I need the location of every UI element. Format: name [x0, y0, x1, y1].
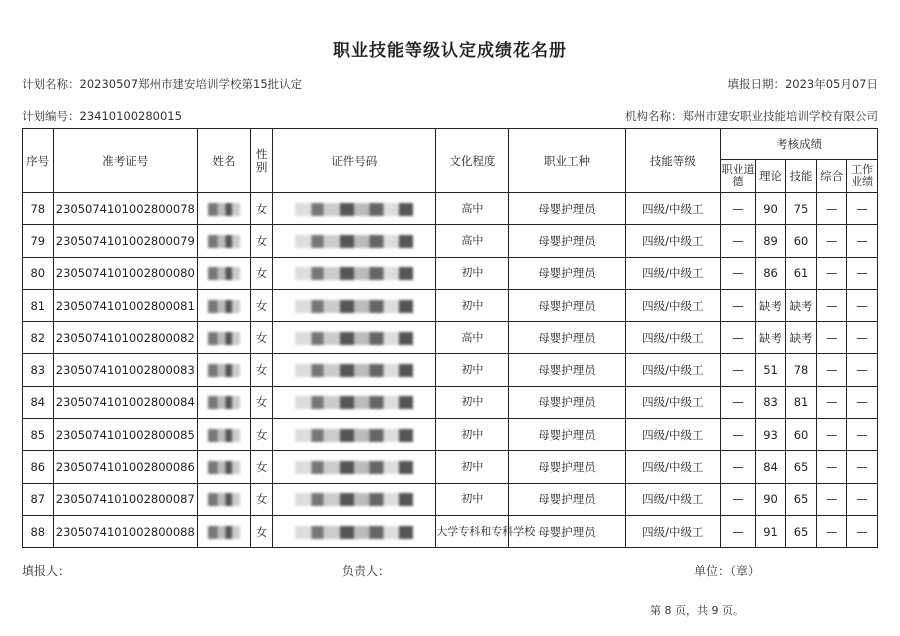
- cell-ethics: —: [721, 386, 756, 418]
- cell-ethics: —: [721, 322, 756, 354]
- cell-ticket-number: 2305074101002800078: [53, 193, 198, 225]
- cell-ethics: —: [721, 257, 756, 289]
- table-row: [23, 193, 878, 225]
- cell-theory: 51: [755, 354, 786, 386]
- cell-occupation: 母婴护理员: [509, 322, 625, 354]
- cell-theory: 84: [755, 451, 786, 483]
- cell-comprehensive: —: [816, 322, 847, 354]
- table-row: [23, 322, 878, 354]
- org-name: 机构名称：郑州市建安职业技能培训学校有限公司: [625, 109, 878, 123]
- cell-name: [198, 354, 251, 386]
- table-row: [23, 419, 878, 451]
- table-row: [23, 515, 878, 547]
- redacted-name: [208, 526, 240, 539]
- cell-seq: 84: [23, 386, 54, 418]
- redacted-id-number: [295, 461, 413, 474]
- redacted-id-number: [295, 300, 413, 313]
- cell-ticket-number: 2305074101002800079: [53, 225, 198, 257]
- plan-name: 计划名称：20230507郑州市建安培训学校第15批认定: [22, 77, 303, 91]
- cell-skill: 缺考: [786, 322, 817, 354]
- cell-education: 初中: [436, 451, 509, 483]
- plan-number: 计划编号：23410100280015: [22, 109, 182, 123]
- redacted-name: [208, 267, 240, 280]
- cell-comprehensive: —: [816, 225, 847, 257]
- cell-gender: 女: [250, 257, 272, 289]
- cell-gender: 女: [250, 483, 272, 515]
- cell-work-performance: —: [847, 289, 878, 321]
- cell-ethics: —: [721, 289, 756, 321]
- cell-skill: 缺考: [786, 289, 817, 321]
- cell-occupation: 母婴护理员: [509, 193, 625, 225]
- redacted-id-number: [295, 493, 413, 506]
- cell-occupation: 母婴护理员: [509, 515, 625, 547]
- redacted-id-number: [295, 267, 413, 280]
- cell-gender: 女: [250, 289, 272, 321]
- cell-occupation: 母婴护理员: [509, 257, 625, 289]
- redacted-id-number: [295, 203, 413, 216]
- redacted-name: [208, 300, 240, 313]
- cell-skill: 60: [786, 419, 817, 451]
- cell-theory: 缺考: [755, 322, 786, 354]
- cell-theory: 83: [755, 386, 786, 418]
- cell-id-number: [273, 193, 436, 225]
- cell-skill-level: 四级/中级工: [625, 451, 721, 483]
- cell-theory: 缺考: [755, 289, 786, 321]
- cell-education: 初中: [436, 354, 509, 386]
- cell-name: [198, 419, 251, 451]
- cell-ticket-number: 2305074101002800088: [53, 515, 198, 547]
- cell-skill: 61: [786, 257, 817, 289]
- cell-seq: 79: [23, 225, 54, 257]
- cell-skill: 78: [786, 354, 817, 386]
- cell-theory: 90: [755, 193, 786, 225]
- cell-education: 高中: [436, 322, 509, 354]
- cell-skill-level: 四级/中级工: [625, 257, 721, 289]
- fill-date: 填报日期：2023年05月07日: [727, 77, 878, 91]
- cell-skill-level: 四级/中级工: [625, 483, 721, 515]
- page-indicator: 第 8 页，共 9 页。: [650, 604, 744, 617]
- cell-ethics: —: [721, 419, 756, 451]
- redacted-id-number: [295, 364, 413, 377]
- cell-skill: 81: [786, 386, 817, 418]
- cell-education: 高中: [436, 193, 509, 225]
- cell-theory: 93: [755, 419, 786, 451]
- cell-comprehensive: —: [816, 451, 847, 483]
- cell-id-number: [273, 451, 436, 483]
- cell-skill: 75: [786, 193, 817, 225]
- cell-seq: 82: [23, 322, 54, 354]
- redacted-name: [208, 364, 240, 377]
- header-id-number: 证件号码: [273, 129, 436, 193]
- header-ethics: 职业道德: [721, 160, 756, 193]
- cell-comprehensive: —: [816, 257, 847, 289]
- table-row: [23, 289, 878, 321]
- cell-name: [198, 483, 251, 515]
- footer-unit-seal: 单位：（章）: [694, 564, 761, 578]
- cell-name: [198, 386, 251, 418]
- cell-ticket-number: 2305074101002800086: [53, 451, 198, 483]
- cell-gender: 女: [250, 419, 272, 451]
- cell-education: 初中: [436, 419, 509, 451]
- redacted-name: [208, 235, 240, 248]
- cell-comprehensive: —: [816, 193, 847, 225]
- cell-name: [198, 225, 251, 257]
- cell-comprehensive: —: [816, 483, 847, 515]
- cell-work-performance: —: [847, 451, 878, 483]
- cell-theory: 91: [755, 515, 786, 547]
- cell-theory: 90: [755, 483, 786, 515]
- cell-name: [198, 289, 251, 321]
- cell-seq: 81: [23, 289, 54, 321]
- cell-seq: 86: [23, 451, 54, 483]
- redacted-name: [208, 332, 240, 345]
- cell-gender: 女: [250, 322, 272, 354]
- cell-ethics: —: [721, 451, 756, 483]
- cell-id-number: [273, 483, 436, 515]
- cell-ticket-number: 2305074101002800083: [53, 354, 198, 386]
- cell-occupation: 母婴护理员: [509, 386, 625, 418]
- redacted-id-number: [295, 526, 413, 539]
- cell-name: [198, 451, 251, 483]
- cell-work-performance: —: [847, 322, 878, 354]
- table-row: [23, 483, 878, 515]
- cell-gender: 女: [250, 386, 272, 418]
- cell-skill: 65: [786, 483, 817, 515]
- cell-ethics: —: [721, 354, 756, 386]
- cell-seq: 87: [23, 483, 54, 515]
- redacted-name: [208, 203, 240, 216]
- cell-id-number: [273, 515, 436, 547]
- header-work-performance: 工作业绩: [847, 160, 878, 193]
- cell-gender: 女: [250, 451, 272, 483]
- score-roster-table: [22, 128, 878, 548]
- cell-education: 初中: [436, 257, 509, 289]
- table-row: [23, 354, 878, 386]
- cell-comprehensive: —: [816, 419, 847, 451]
- cell-id-number: [273, 289, 436, 321]
- cell-work-performance: —: [847, 257, 878, 289]
- cell-comprehensive: —: [816, 386, 847, 418]
- cell-work-performance: —: [847, 419, 878, 451]
- header-comprehensive: 综合: [816, 160, 847, 193]
- cell-ethics: —: [721, 225, 756, 257]
- cell-seq: 83: [23, 354, 54, 386]
- cell-id-number: [273, 386, 436, 418]
- cell-ticket-number: 2305074101002800087: [53, 483, 198, 515]
- cell-gender: 女: [250, 515, 272, 547]
- header-seq: 序号: [23, 129, 54, 193]
- cell-seq: 85: [23, 419, 54, 451]
- cell-comprehensive: —: [816, 289, 847, 321]
- header-ticket-number: 准考证号: [53, 129, 198, 193]
- cell-skill-level: 四级/中级工: [625, 386, 721, 418]
- cell-seq: 78: [23, 193, 54, 225]
- redacted-name: [208, 429, 240, 442]
- cell-skill: 60: [786, 225, 817, 257]
- cell-skill: 65: [786, 451, 817, 483]
- header-education: 文化程度: [436, 129, 509, 193]
- cell-id-number: [273, 257, 436, 289]
- redacted-name: [208, 396, 240, 409]
- cell-skill: 65: [786, 515, 817, 547]
- cell-education: 初中: [436, 289, 509, 321]
- table-row: [23, 257, 878, 289]
- cell-work-performance: —: [847, 483, 878, 515]
- cell-name: [198, 515, 251, 547]
- cell-work-performance: —: [847, 225, 878, 257]
- cell-work-performance: —: [847, 354, 878, 386]
- table-row: [23, 225, 878, 257]
- cell-skill-level: 四级/中级工: [625, 289, 721, 321]
- redacted-id-number: [295, 429, 413, 442]
- cell-seq: 88: [23, 515, 54, 547]
- header-skill: 技能: [786, 160, 817, 193]
- cell-gender: 女: [250, 225, 272, 257]
- cell-skill-level: 四级/中级工: [625, 193, 721, 225]
- header-gender: 性别: [250, 129, 272, 193]
- header-name: 姓名: [198, 129, 251, 193]
- cell-occupation: 母婴护理员: [509, 354, 625, 386]
- cell-occupation: 母婴护理员: [509, 419, 625, 451]
- cell-occupation: 母婴护理员: [509, 289, 625, 321]
- cell-skill-level: 四级/中级工: [625, 515, 721, 547]
- cell-skill-level: 四级/中级工: [625, 322, 721, 354]
- cell-ticket-number: 2305074101002800082: [53, 322, 198, 354]
- cell-theory: 89: [755, 225, 786, 257]
- cell-work-performance: —: [847, 515, 878, 547]
- redacted-name: [208, 493, 240, 506]
- cell-seq: 80: [23, 257, 54, 289]
- cell-education: 初中: [436, 386, 509, 418]
- cell-occupation: 母婴护理员: [509, 483, 625, 515]
- table-row: [23, 451, 878, 483]
- cell-work-performance: —: [847, 193, 878, 225]
- cell-skill-level: 四级/中级工: [625, 419, 721, 451]
- cell-id-number: [273, 225, 436, 257]
- cell-work-performance: —: [847, 386, 878, 418]
- cell-ethics: —: [721, 483, 756, 515]
- cell-name: [198, 322, 251, 354]
- header-theory: 理论: [755, 160, 786, 193]
- cell-comprehensive: —: [816, 354, 847, 386]
- redacted-id-number: [295, 235, 413, 248]
- cell-ethics: —: [721, 193, 756, 225]
- cell-gender: 女: [250, 354, 272, 386]
- redacted-name: [208, 461, 240, 474]
- cell-theory: 86: [755, 257, 786, 289]
- header-scores-group: 考核成绩: [721, 129, 878, 160]
- cell-ticket-number: 2305074101002800081: [53, 289, 198, 321]
- redacted-id-number: [295, 396, 413, 409]
- cell-id-number: [273, 322, 436, 354]
- header-occupation: 职业工种: [509, 129, 625, 193]
- header-skill-level: 技能等级: [625, 129, 721, 193]
- cell-education: 大学专科和专科学校: [436, 515, 509, 547]
- cell-skill-level: 四级/中级工: [625, 225, 721, 257]
- footer-responsible: 负责人：: [342, 564, 391, 578]
- cell-skill-level: 四级/中级工: [625, 354, 721, 386]
- cell-education: 高中: [436, 225, 509, 257]
- cell-ticket-number: 2305074101002800084: [53, 386, 198, 418]
- footer-filler: 填报人：: [22, 564, 71, 578]
- cell-name: [198, 193, 251, 225]
- redacted-id-number: [295, 332, 413, 345]
- table-row: [23, 386, 878, 418]
- cell-id-number: [273, 354, 436, 386]
- cell-gender: 女: [250, 193, 272, 225]
- roster-body: [23, 193, 878, 548]
- cell-name: [198, 257, 251, 289]
- cell-id-number: [273, 419, 436, 451]
- cell-ticket-number: 2305074101002800080: [53, 257, 198, 289]
- cell-ticket-number: 2305074101002800085: [53, 419, 198, 451]
- cell-occupation: 母婴护理员: [509, 451, 625, 483]
- cell-occupation: 母婴护理员: [509, 225, 625, 257]
- cell-ethics: —: [721, 515, 756, 547]
- cell-comprehensive: —: [816, 515, 847, 547]
- cell-education: 初中: [436, 483, 509, 515]
- roster-title: 职业技能等级认定成绩花名册: [333, 41, 567, 61]
